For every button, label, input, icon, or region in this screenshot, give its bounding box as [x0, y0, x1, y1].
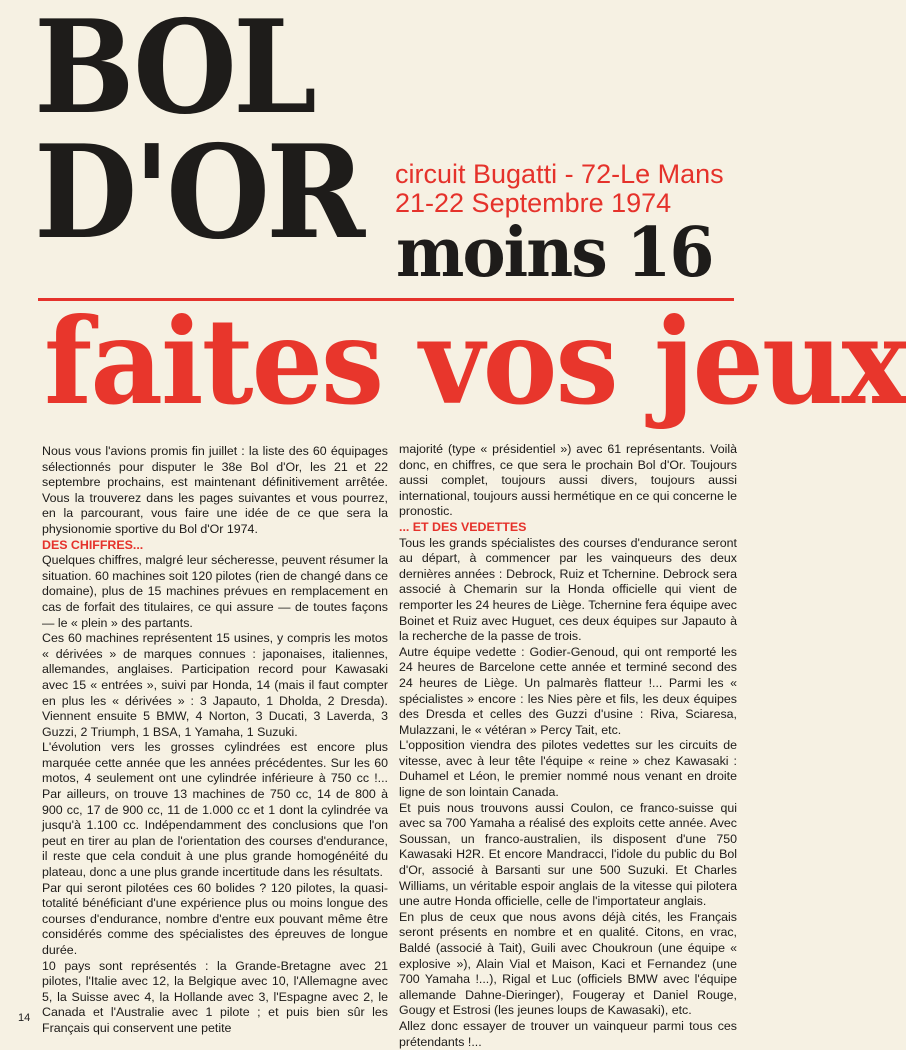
event-info	[395, 160, 724, 218]
paragraph: Autre équipe vedette : Godier-Genoud, qui ont remporté les 24 heures de Barcelone cette année et terminé second des 24 heures de Liège. Un palmarès flatteur !... Parmi les « spécialistes » encore : les Nies père et fils, les deux équipes des Dresda et celles des Guzzi d'usine : Riva, Sciaresa, Mulazzani, le « vétéran » Percy Tait, etc.	[399, 644, 737, 737]
paragraph: majorité (type « présidentiel ») avec 61 représentants. Voilà donc, en chiffres, ce que sera le prochain Bol d'Or. Toujours aussi complet, toujours aussi divers, toujours aussi international, toujours aussi hermétique en ce qui concerne le pronostic.	[399, 442, 737, 519]
event-dates: 21-22 Septembre 1974	[395, 188, 672, 218]
headline: faites vos jeux	[44, 292, 906, 431]
moins-16-title: moins 16	[396, 213, 713, 293]
paragraph: En plus de ceux que nous avons déjà cités, les Français seront présents en nombre et en qualité. Citons, en vrac, Baldé (associé à Tait), Guili avec Choukroun (une équipe « explosive »), Alain Vial et Maison, Kaci et Fernandez (une 700 Yamaha !...), Rigal et Luc (officiels BMW avec l'équipe allemande Dahne-Dieringer), Fougeray et Daniel Rouge, Gougy et Estrosi (les jeunes loups de Kawasaki), etc.	[399, 909, 737, 1018]
article-column-left	[42, 444, 388, 1037]
page-number: 14	[18, 1012, 31, 1024]
paragraph: L'évolution vers les grosses cylindrées est encore plus marquée cette année que les années précédentes. Sur les 60 motos, 4 seulement ont une cylindrée inférieure à 750 cc !... Par ailleurs, on trouve 13 machines de 750 cc, 14 de 800 à 900 cc, 17 de 900 cc, 11 de 1.000 cc et 1 dont la cylindrée va jusqu'à 1.100 cc. Indépendamment des conclusions que l'on peut en tirer au plan de l'orientation des courses d'endurance, il reste que cela conduit à une plus grande homogénéité du plateau, donc a une plus grande incertitude dans les résultats.	[42, 740, 388, 880]
article-column-right	[399, 442, 737, 1050]
paragraph: Et puis nous trouvons aussi Coulon, ce franco-suisse qui avec sa 700 Yamaha a réalisé des exploits cette année. Avec Soussan, un franco-australien, ils disposent d'une 750 Kawasaki H2R. Et encore Mandracci, l'idole du public du Bol d'Or, associé à Barsanti sur une 500 Suzuki. Et Charles Williams, un véritable espoir anglais de la vitesse qui pilotera une autre Honda officielle, celle de l'importateur anglais.	[399, 800, 737, 909]
paragraph: Allez donc essayer de trouver un vainqueur parmi tous ces prétendants !...	[399, 1018, 737, 1049]
section-heading-vedettes: ... ET DES VEDETTES	[399, 519, 527, 534]
paragraph: Quelques chiffres, malgré leur sécheresse, peuvent résumer la situation. 60 machines soit 120 pilotes (rien de changé dans ce domaine), plus de 15 machines prévues en remplacement en cas de forfait des titulaires, ce qui assure — de toutes façons — le « plein » des partants.	[42, 553, 388, 630]
paragraph: Par qui seront pilotées ces 60 bolides ? 120 pilotes, la quasi-totalité bénéficiant d'une expérience plus ou moins longue des courses d'endurance, nombre d'entre eux pouvant même être considérés comme des spécialistes des épreuves de longue durée.	[42, 880, 388, 957]
paragraph: 10 pays sont représentés : la Grande-Bretagne avec 21 pilotes, l'Italie avec 12, la Belgique avec 10, l'Allemagne avec 5, la Suisse avec 4, la Hollande avec 3, l'Espagne avec 2, le Canada et l'Australie avec 1 pilote ; et puis bien sûr les Français qui conservent une petite	[42, 958, 388, 1035]
circuit-location: circuit Bugatti - 72-Le Mans	[395, 159, 724, 189]
paragraph: Ces 60 machines représentent 15 usines, y compris les motos « dérivées » de marques connues : japonaises, italiennes, allemandes, anglaises. Participation record pour Kawasaki avec 15 « entrées », suivi par Honda, 14 (mais il faut compter en plus les « dérivées » : 3 Japauto, 1 Dholda, 2 Dresda). Viennent ensuite 5 BMW, 4 Norton, 3 Ducati, 3 Laverda, 3 Guzzi, 2 Triumph, 1 BSA, 1 Yamaha, 1 Suzuki.	[42, 631, 388, 739]
paragraph: L'opposition viendra des pilotes vedettes sur les circuits de vitesse, avec à leur tête l'équipe « reine » chez Kawasaki : Duhamel et Léon, le premier nommé nous venant en droite ligne de son lointain Canada.	[399, 738, 737, 800]
paragraph: Tous les grands spécialistes des courses d'endurance seront au départ, à commencer par les vainqueurs des deux dernières années : Debrock, Ruiz et Tchernine. Debrock sera associé à Chemarin sur la Honda officielle qui vient de remporter les 24 heures de Liège. Tchernine fera équipe avec Boinet et Ruiz avec Huguet, ces deux équipes sur Japauto à la recherche de la passe de trois.	[399, 535, 737, 644]
title-line-1: BOL	[34, 0, 314, 143]
title-line-2: D'OR	[34, 118, 362, 269]
section-heading-chiffres: DES CHIFFRES...	[42, 537, 144, 552]
intro-paragraph: Nous vous l'avions promis fin juillet : la liste des 60 équipages sélectionnés pour disputer le 38e Bol d'Or, les 21 et 22 septembre prochains, est maintenant définitivement arrêtée. Vous la trouverez dans les pages suivantes et vous pourrez, en la parcourant, vous faire une idée de ce que sera la physionomie sportive du Bol d'Or 1974.	[42, 444, 388, 536]
main-title	[34, 0, 362, 269]
